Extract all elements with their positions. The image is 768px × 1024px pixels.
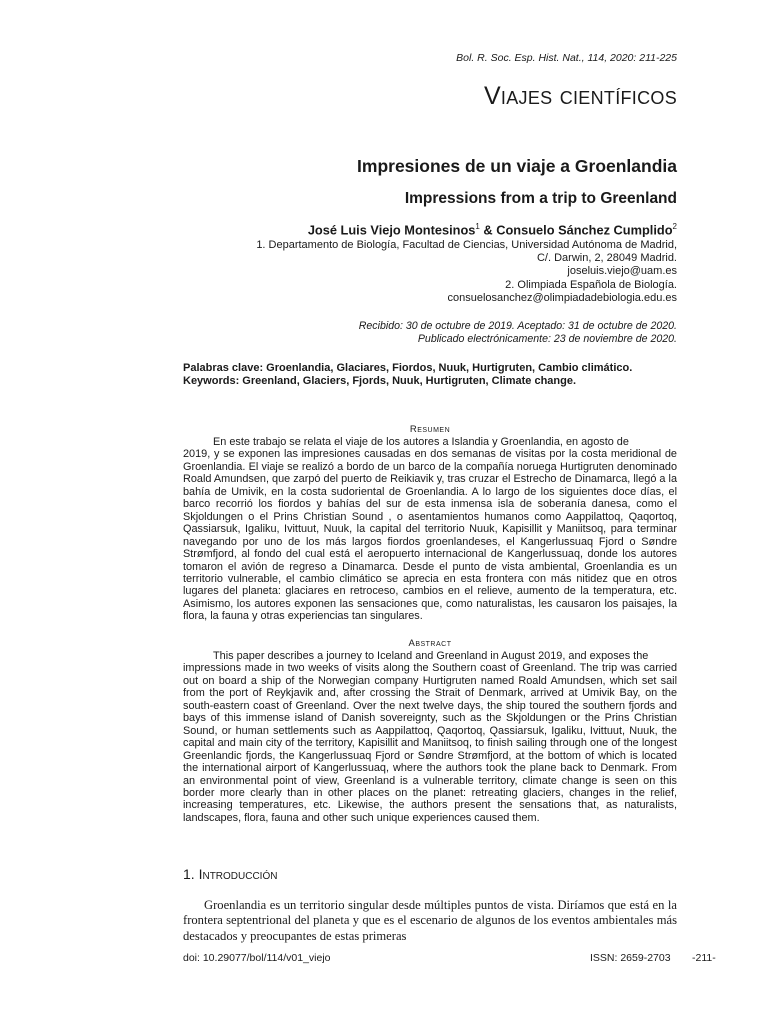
introduction-paragraph: Groenlandia es un territorio singular desde múltiples puntos de vista. Diríamos que está en la frontera septentrional del planeta y que es el escenario de algunos de los eventos ambientales más destacados y preocupantes de estas primeras	[183, 898, 677, 943]
affiliation-marker: 2	[672, 222, 677, 231]
section-heading-text: Introducción	[198, 866, 278, 882]
affiliation-marker: 1	[475, 222, 480, 231]
page-number: -211-	[692, 952, 716, 964]
author-name: Consuelo Sánchez Cumplido	[496, 222, 673, 238]
author-name: José Luis Viejo Montesinos	[307, 222, 476, 238]
resumen-body: 2019, y se exponen las impresiones causadas en dos semanas de visitas por la costa meridional de Groenlandia. El viaje se realizó a bordo de un barco de la compañía noruega Hurtigruten denominado Roald Amundsen, que zarpó del puerto de Reikiavik y, tras cruzar el Estrecho de Dinamarca, llegó a la bahía de Umivik, en la costa sudoriental de Groenlandia. A lo largo de los siguientes doce días, el barco recorrió los fiordos y bahías del sur de esta inmensa isla de soberanía danesa, como el Skjoldungen o el Prins Christian Sound , o asentamientos humanos como Aappilattoq, Qaqortoq, Qassiarsuk, Igaliku, Ivittuut, Nuuk, la capital del territorio Nuuk, Kapisillit y Maniitsoq, para terminar navegando por uno de los más largos fiordos groenlandeses, el Kangerlussuaq Fjord o Søndre Strømfjord, al fondo del cual está el aeropuerto internacional de Kangerlussuaq, donde los autores tomaron el avión de regreso a Dinamarca. Desde el punto de vista ambiental, Groenlandia es un territorio vulnerable, el cambio climático se aprecia en esta frontera con más nitidez que en otros lugares del planeta: glaciares en retroceso, cambios en el relieve, aumento de la temperatura, etc. Asimismo, los autores exponen las sensaciones que, como naturalistas, les causaron los paisajes, la flora, la fauna y otras experiencias tan singulares.	[183, 448, 677, 623]
section-title: Viajes científicos	[483, 82, 677, 110]
keywords-english: Keywords: Greenland, Glaciers, Fjords, Nuuk, Hurtigruten, Climate change.	[183, 374, 577, 387]
footer-issn: ISSN: 2659-2703	[590, 952, 671, 964]
affiliations	[256, 239, 677, 305]
affiliation-line: 1. Departamento de Biología, Facultad de Ciencias, Universidad Autónoma de Madrid,	[256, 239, 677, 251]
abstract-body: impressions made in two weeks of visits along the Southern coast of Greenland. The trip was carried out on board a ship of the Norwegian company Hurtigruten named Roald Amundsen, which set sail from the port of Reykjavik and, after crossing the Strait of Denmark, arrived at Umivik Bay, on the south-eastern coast of Greenland. Over the next twelve days, the ship toured the southern fjords and bays of this immense island of Danish sovereignty, such as the Skjoldungen or the Prins Christian Sound, or human settlements such as Aappilattoq, Qaqortoq, Qassiarsuk, Igaliku, Ivittuut, Nuuk, the capital and main city of the territory, Kapisillit and Maniitsoq, to finish sailing through one of the longest Greenlandic fjords, the Kangerlussuaq Fjord or Søndre Strømfjord, at the bottom of which is located the international airport of Kangerlussuaq, where the authors took the plane back to Denmark. From an environmental point of view, Greenland is a vulnerable territory, climate change is seen on this border more clearly than in other places on the planet: retreating glaciers, changes in the relief, increasing temperatures, etc. Likewise, the authors present the sensations that, as naturalists, landscapes, flora, fauna and other such unique experiences caused them.	[183, 662, 677, 824]
article-title-english: Impressions from a trip to Greenland	[404, 190, 677, 207]
author-line	[308, 222, 677, 237]
abstract-text	[183, 650, 677, 824]
section-heading-introduction	[183, 866, 277, 882]
article-title-spanish: Impresiones de un viaje a Groenlandia	[357, 156, 677, 176]
journal-reference: Bol. R. Soc. Esp. Hist. Nat., 114, 2020: 211-225	[456, 52, 677, 64]
resumen-first-line: En este trabajo se relata el viaje de los autores a Islandia y Groenlandia, en agosto de	[213, 436, 629, 448]
keywords-spanish: Palabras clave: Groenlandia, Glaciares, Fiordos, Nuuk, Hurtigruten, Cambio climático.	[183, 362, 633, 374]
publication-dates	[359, 320, 677, 346]
keywords-block	[183, 362, 677, 388]
author-email[interactable]: consuelosanchez@olimpiadadebiologia.edu.es	[447, 291, 677, 304]
footer-doi[interactable]: doi: 10.29077/bol/114/v01_viejo	[183, 952, 331, 964]
resumen-heading: Resumen	[409, 424, 451, 435]
abstract-first-line: This paper describes a journey to Iceland and Greenland in August 2019, and exposes the	[213, 650, 649, 662]
section-number: 1.	[183, 866, 199, 882]
author-separator: &	[479, 222, 497, 238]
received-accepted-dates: Recibido: 30 de octubre de 2019. Aceptado: 31 de octubre de 2020.	[358, 320, 677, 332]
affiliation-line: C/. Darwin, 2, 28049 Madrid.	[536, 252, 677, 265]
published-date: Publicado electrónicamente: 23 de noviembre de 2020.	[417, 333, 677, 345]
abstract-heading: Abstract	[408, 638, 452, 649]
affiliation-line: 2. Olimpiada Española de Biología.	[505, 278, 677, 291]
resumen-text	[183, 436, 677, 623]
author-email[interactable]: joseluis.viejo@uam.es	[567, 265, 677, 278]
